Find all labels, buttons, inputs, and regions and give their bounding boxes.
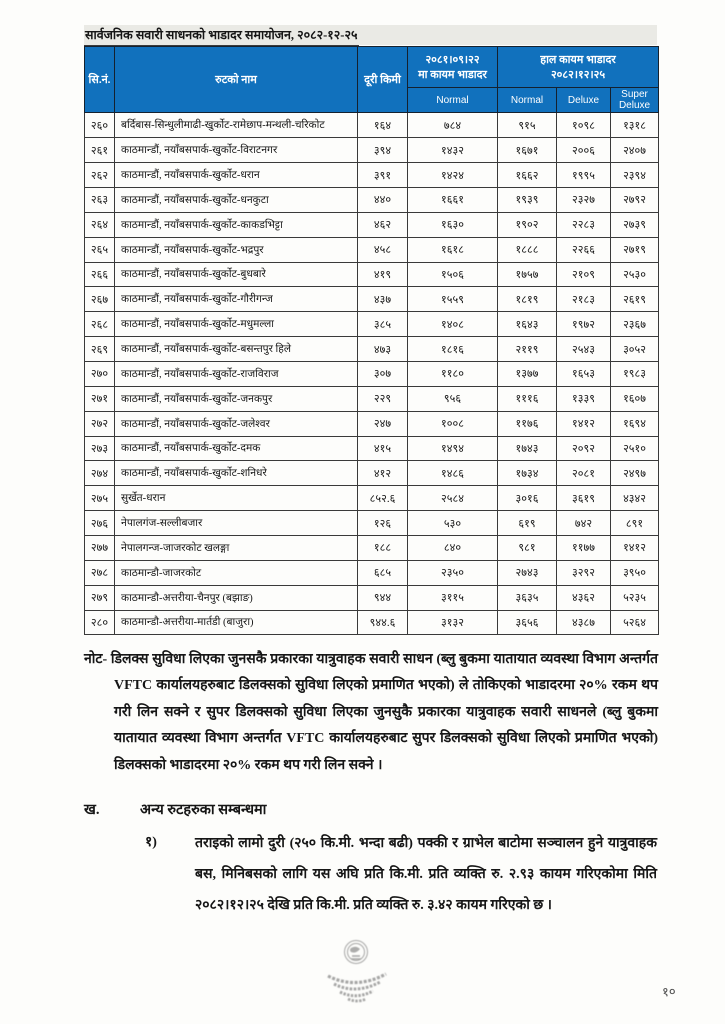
header-sn: सि.नं. <box>85 47 115 113</box>
cell-deluxe-fare: १०९८ <box>557 113 611 138</box>
cell-current-normal-fare: ११७६ <box>498 411 557 436</box>
cell-deluxe-fare: १६५३ <box>557 361 611 386</box>
cell-distance: ३९४ <box>358 138 408 163</box>
cell-prev-normal-fare: ३११५ <box>408 585 498 610</box>
table-row <box>85 535 659 560</box>
cell-route: काठमान्डौ-जाजरकोट <box>115 560 358 585</box>
cell-sn: २७९ <box>85 585 115 610</box>
cell-deluxe-fare: २०८१ <box>557 461 611 486</box>
cell-route: काठमान्डौं, नयाँबसपार्क-खुर्कोट-बसन्तपुर हिले <box>115 337 358 362</box>
cell-super-deluxe-fare: २४९७ <box>611 461 659 486</box>
cell-super-deluxe-fare: ८९१ <box>611 511 659 536</box>
cell-distance: ४५८ <box>358 237 408 262</box>
cell-current-normal-fare: १३७७ <box>498 361 557 386</box>
cell-current-normal-fare: ९१५ <box>498 113 557 138</box>
cell-sn: २७५ <box>85 486 115 511</box>
section-heading-row <box>84 799 658 819</box>
cell-route: काठमान्डौ-अत्तरीया-चैनपुर (बझाङ) <box>115 585 358 610</box>
cell-prev-normal-fare: १५०६ <box>408 262 498 287</box>
cell-deluxe-fare: ११७७ <box>557 535 611 560</box>
cell-super-deluxe-fare: २३६७ <box>611 312 659 337</box>
cell-super-deluxe-fare: २७१९ <box>611 237 659 262</box>
cell-super-deluxe-fare: १४१२ <box>611 535 659 560</box>
cell-sn: २७८ <box>85 560 115 585</box>
cell-route: काठमान्डौं, नयाँबसपार्क-खुर्कोट-शनिधरे <box>115 461 358 486</box>
cell-deluxe-fare: ४३८७ <box>557 610 611 635</box>
table-row <box>85 436 659 461</box>
cell-route: काठमान्डौं, नयाँबसपार्क-खुर्कोट-दमक <box>115 436 358 461</box>
cell-route: काठमान्डौं, नयाँबसपार्क-खुर्कोट-धरान <box>115 163 358 188</box>
cell-prev-normal-fare: १८१६ <box>408 337 498 362</box>
cell-route: काठमान्डौं, नयाँबसपार्क-खुर्कोट-जलेश्वर <box>115 411 358 436</box>
item-number: १) <box>145 835 157 850</box>
cell-route: नेपालगंज-सल्लीबजार <box>115 511 358 536</box>
header-prev-normal: Normal <box>408 88 498 113</box>
table-row <box>85 411 659 436</box>
cell-super-deluxe-fare: ५२६४ <box>611 610 659 635</box>
header-current-normal: Normal <box>498 88 557 113</box>
cell-sn: २७७ <box>85 535 115 560</box>
cell-distance: ६८५ <box>358 560 408 585</box>
cell-super-deluxe-fare: १९८३ <box>611 361 659 386</box>
cell-prev-normal-fare: २३५० <box>408 560 498 585</box>
cell-current-normal-fare: ९८१ <box>498 535 557 560</box>
cell-current-normal-fare: १९३९ <box>498 187 557 212</box>
cell-sn: २६९ <box>85 337 115 362</box>
cell-prev-normal-fare: १६३० <box>408 212 498 237</box>
cell-prev-normal-fare: १६६१ <box>408 187 498 212</box>
cell-super-deluxe-fare: २५१० <box>611 436 659 461</box>
table-row <box>85 560 659 585</box>
cell-deluxe-fare: २०९२ <box>557 436 611 461</box>
cell-prev-normal-fare: ९५६ <box>408 386 498 411</box>
table-row <box>85 610 659 635</box>
cell-deluxe-fare: १९९५ <box>557 163 611 188</box>
cell-distance: ४७३ <box>358 337 408 362</box>
cell-sn: २६७ <box>85 287 115 312</box>
cell-route: काठमान्डौं, नयाँबसपार्क-खुर्कोट-विराटनगर <box>115 138 358 163</box>
header-distance: दूरी किमी <box>358 47 408 113</box>
cell-distance: ९४४.६ <box>358 610 408 635</box>
title-bar <box>84 25 657 45</box>
cell-sn: २७३ <box>85 436 115 461</box>
cell-current-normal-fare: १७५७ <box>498 262 557 287</box>
cell-distance: ४६२ <box>358 212 408 237</box>
cell-prev-normal-fare: ३१३२ <box>408 610 498 635</box>
table-row <box>85 312 659 337</box>
cell-distance: ४१५ <box>358 436 408 461</box>
cell-sn: २८० <box>85 610 115 635</box>
cell-prev-normal-fare: १४०८ <box>408 312 498 337</box>
cell-prev-normal-fare: १६१८ <box>408 237 498 262</box>
official-seal-stamp-icon <box>310 934 402 1008</box>
item-text-bold: मिति २०८२।१२।२५ देखि प्रति कि.मी. प्रति व्यक्ति रु. ३.४२ कायम गरिएको छ । <box>195 867 657 913</box>
cell-route: काठमान्डौं, नयाँबसपार्क-खुर्कोट-जनकपुर <box>115 386 358 411</box>
table-row <box>85 337 659 362</box>
cell-prev-normal-fare: ८४० <box>408 535 498 560</box>
cell-current-normal-fare: १९०२ <box>498 212 557 237</box>
cell-distance: १८८ <box>358 535 408 560</box>
fare-table <box>84 46 659 635</box>
cell-current-normal-fare: १८१९ <box>498 287 557 312</box>
cell-distance: ४१२ <box>358 461 408 486</box>
cell-current-normal-fare: १६६२ <box>498 163 557 188</box>
cell-deluxe-fare: २२६६ <box>557 237 611 262</box>
cell-distance: ४३७ <box>358 287 408 312</box>
cell-super-deluxe-fare: १३१८ <box>611 113 659 138</box>
cell-super-deluxe-fare: ३९५० <box>611 560 659 585</box>
section-label: ख. <box>84 802 100 818</box>
cell-current-normal-fare: ३६५६ <box>498 610 557 635</box>
table-row <box>85 187 659 212</box>
cell-deluxe-fare: ३६१९ <box>557 486 611 511</box>
header-current-fare-group: हाल कायम भाडादर २०८२।१२।२५ <box>498 47 659 88</box>
cell-distance: ३८५ <box>358 312 408 337</box>
cell-route: काठमान्डौं, नयाँबसपार्क-खुर्कोट-धनकुटा <box>115 187 358 212</box>
cell-deluxe-fare: ७४२ <box>557 511 611 536</box>
cell-deluxe-fare: १४१२ <box>557 411 611 436</box>
cell-current-normal-fare: ३६३५ <box>498 585 557 610</box>
cell-super-deluxe-fare: १६०७ <box>611 386 659 411</box>
cell-sn: २७६ <box>85 511 115 536</box>
cell-prev-normal-fare: १००८ <box>408 411 498 436</box>
section-heading: अन्य रुटहरुका सम्बन्धमा <box>140 802 267 818</box>
table-row <box>85 237 659 262</box>
cell-current-normal-fare: ३०१६ <box>498 486 557 511</box>
cell-sn: २६४ <box>85 212 115 237</box>
item-text: तराइको लामो दुरी (२५० कि.मी. भन्दा बढी) पक्की र ग्राभेल बाटोमा सञ्चालन हुने यात्रुवाहक बस, मिनिबसको लागि यस अघि प्रति कि.मी. प्रति व्यक्ति रु. २.९३ कायम गरिएकोमा मिति २०८२।१२।२५ देखि प्रति कि.मी. प्रति व्यक्ति रु. ३.४२ कायम गरिएको छ । <box>195 836 657 913</box>
cell-distance: ४१९ <box>358 262 408 287</box>
table-row <box>85 461 659 486</box>
cell-route: काठमान्डौं, नयाँबसपार्क-खुर्कोट-भद्रपुर <box>115 237 358 262</box>
table-row <box>85 138 659 163</box>
cell-super-deluxe-fare: ३०५२ <box>611 337 659 362</box>
cell-current-normal-fare: १८८८ <box>498 237 557 262</box>
cell-sn: २६८ <box>85 312 115 337</box>
cell-route: काठमान्डौं, नयाँबसपार्क-खुर्कोट-बुधबारे <box>115 262 358 287</box>
cell-distance: ४४० <box>358 187 408 212</box>
cell-sn: २७१ <box>85 386 115 411</box>
cell-route: सुर्खेत-धरान <box>115 486 358 511</box>
fare-table-body <box>85 113 659 635</box>
cell-sn: २६० <box>85 113 115 138</box>
cell-distance: ८५२.६ <box>358 486 408 511</box>
cell-prev-normal-fare: १४२४ <box>408 163 498 188</box>
cell-route: नेपालगन्ज-जाजरकोट खलङ्गा <box>115 535 358 560</box>
cell-sn: २७४ <box>85 461 115 486</box>
cell-sn: २६३ <box>85 187 115 212</box>
page-number: १० <box>661 984 677 1001</box>
cell-sn: २६२ <box>85 163 115 188</box>
table-row <box>85 262 659 287</box>
cell-route: काठमान्डौं, नयाँबसपार्क-खुर्कोट-मधुमल्ला <box>115 312 358 337</box>
table-row <box>85 486 659 511</box>
cell-super-deluxe-fare: २५३० <box>611 262 659 287</box>
cell-deluxe-fare: ३२९२ <box>557 560 611 585</box>
cell-prev-normal-fare: १४८६ <box>408 461 498 486</box>
fare-table-header <box>85 47 659 113</box>
note-label: नोट- <box>84 652 108 667</box>
header-super-deluxe: Super Deluxe <box>611 88 659 113</box>
cell-prev-normal-fare: ११८० <box>408 361 498 386</box>
cell-deluxe-fare: २३२७ <box>557 187 611 212</box>
cell-prev-normal-fare: ५३० <box>408 511 498 536</box>
cell-current-normal-fare: ६१९ <box>498 511 557 536</box>
header-prev-fare-group: २०८१।०९।२२ मा कायम भाडादर <box>408 47 498 88</box>
cell-distance: १२६ <box>358 511 408 536</box>
cell-distance: ३०७ <box>358 361 408 386</box>
cell-sn: २७२ <box>85 411 115 436</box>
cell-deluxe-fare: २२८३ <box>557 212 611 237</box>
cell-current-normal-fare: १६४३ <box>498 312 557 337</box>
table-row <box>85 386 659 411</box>
cell-deluxe-fare: २५४३ <box>557 337 611 362</box>
cell-sn: २७० <box>85 361 115 386</box>
cell-distance: ३९१ <box>358 163 408 188</box>
cell-super-deluxe-fare: ४३४२ <box>611 486 659 511</box>
table-row <box>85 113 659 138</box>
cell-deluxe-fare: २१०९ <box>557 262 611 287</box>
cell-deluxe-fare: १९७२ <box>557 312 611 337</box>
cell-distance: ९४४ <box>358 585 408 610</box>
cell-super-deluxe-fare: ५२३५ <box>611 585 659 610</box>
cell-deluxe-fare: १३३९ <box>557 386 611 411</box>
page-title: सार्वजनिक सवारी साधनको भाडादर समायोजन, २०८२-१२-२५ <box>84 25 359 47</box>
cell-distance: १६४ <box>358 113 408 138</box>
cell-deluxe-fare: ४३६२ <box>557 585 611 610</box>
cell-current-normal-fare: १७४३ <box>498 436 557 461</box>
cell-super-deluxe-fare: २४०७ <box>611 138 659 163</box>
cell-super-deluxe-fare: २३९४ <box>611 163 659 188</box>
cell-route: काठमान्डौ-अत्तरीया-मार्तडी (बाजुरा) <box>115 610 358 635</box>
cell-distance: २२९ <box>358 386 408 411</box>
cell-deluxe-fare: २१८३ <box>557 287 611 312</box>
cell-sn: २६६ <box>85 262 115 287</box>
cell-current-normal-fare: २७४३ <box>498 560 557 585</box>
section-item-1 <box>84 828 658 921</box>
cell-current-normal-fare: २११९ <box>498 337 557 362</box>
table-row <box>85 287 659 312</box>
cell-prev-normal-fare: १४३२ <box>408 138 498 163</box>
table-row <box>85 511 659 536</box>
cell-route: काठमान्डौं, नयाँबसपार्क-खुर्कोट-राजविराज <box>115 361 358 386</box>
cell-super-deluxe-fare: २६१९ <box>611 287 659 312</box>
cell-deluxe-fare: २००६ <box>557 138 611 163</box>
table-row <box>85 361 659 386</box>
cell-super-deluxe-fare: २७९२ <box>611 187 659 212</box>
table-row <box>85 163 659 188</box>
cell-prev-normal-fare: १४९४ <box>408 436 498 461</box>
cell-route: बर्दिबास-सिन्धुलीमाढी-खुर्कोट-रामेछाप-मन्थली-चरिकोट <box>115 113 358 138</box>
cell-distance: २४७ <box>358 411 408 436</box>
cell-current-normal-fare: १११६ <box>498 386 557 411</box>
cell-sn: २६५ <box>85 237 115 262</box>
cell-prev-normal-fare: २५८४ <box>408 486 498 511</box>
cell-route: काठमान्डौं, नयाँबसपार्क-खुर्कोट-गौरीगन्ज <box>115 287 358 312</box>
cell-sn: २६१ <box>85 138 115 163</box>
cell-super-deluxe-fare: २७३९ <box>611 212 659 237</box>
table-row <box>85 212 659 237</box>
table-row <box>85 585 659 610</box>
note-paragraph <box>84 647 658 779</box>
cell-current-normal-fare: १७३४ <box>498 461 557 486</box>
cell-prev-normal-fare: १५५९ <box>408 287 498 312</box>
cell-prev-normal-fare: ७८४ <box>408 113 498 138</box>
cell-super-deluxe-fare: १६९४ <box>611 411 659 436</box>
cell-route: काठमान्डौं, नयाँबसपार्क-खुर्कोट-काकडभिट्टा <box>115 212 358 237</box>
header-route: रुटको नाम <box>115 47 358 113</box>
header-deluxe: Deluxe <box>557 88 611 113</box>
cell-current-normal-fare: १६७१ <box>498 138 557 163</box>
note-body: डिलक्स सुविधा लिएका जुनसकै प्रकारका यात्रुवाहक सवारी साधन (ब्लु बुकमा यातायात व्यवस्था विभाग अन्तर्गत VFTC कार्यालयहरुबाट डिलक्सको सुविधा लिएको प्रमाणित भएको) ले तोकिएको भाडादरमा २०% रकम थप गरी लिन सक्ने र सुपर डिलक्सको सुविधा लिएका जुनसुकै प्रकारका यात्रुवाहक सवारी साधनले (ब्लु बुकमा यातायात व्यवस्था विभाग अन्तर्गत VFTC कार्यालयहरुबाट सुपर डिलक्सको सुविधा लिएको प्रमाणित भएको) डिलक्सको भाडादरमा २०% रकम थप गरी लिन सक्ने । <box>110 652 658 773</box>
